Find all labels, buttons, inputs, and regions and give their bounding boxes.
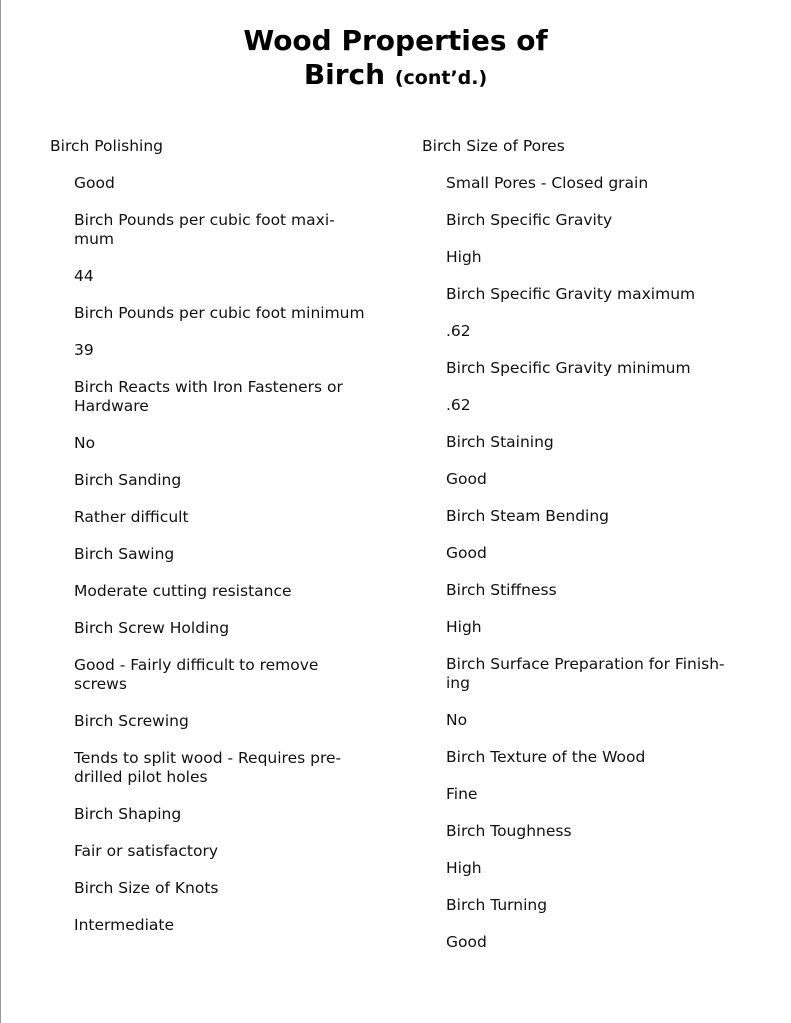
title-continued: (cont’d.) [394, 67, 488, 89]
left-entry: No [74, 434, 96, 452]
right-entry: Birch Specific Gravity minimum [446, 359, 691, 377]
left-entry: 39 [74, 341, 94, 359]
right-entry: Birch Specific Gravity [446, 211, 613, 229]
left-entry: Intermediate [74, 916, 175, 934]
left-entry: Fair or satisfactory [74, 842, 218, 860]
right-entry: .62 [446, 322, 471, 340]
right-entry: Birch Turning [446, 896, 548, 914]
title-wood-name: Birch [303, 58, 386, 91]
right-entry: No [446, 711, 468, 729]
left-entry: Birch Pounds per cubic foot maxi- mum [74, 211, 335, 248]
left-entry: Moderate cutting resistance [74, 582, 292, 600]
left-entry: Good [74, 174, 115, 192]
right-entry: High [446, 859, 482, 877]
right-entry: Good [446, 470, 487, 488]
right-entry: Good [446, 544, 487, 562]
left-column-heading: Birch Polishing [50, 137, 164, 155]
right-entry: Birch Stiffness [446, 581, 557, 599]
left-entry: Tends to split wood - Requires pre- drilled pilot holes [74, 749, 342, 786]
left-entry: Birch Screw Holding [74, 619, 230, 637]
title-line-2 [0, 58, 791, 95]
page-left-border [0, 0, 1, 1023]
right-entry: High [446, 248, 482, 266]
left-column-entries [50, 174, 380, 935]
left-entry: Birch Sanding [74, 471, 182, 489]
right-entry: High [446, 618, 482, 636]
left-entry: Birch Screwing [74, 712, 189, 730]
left-entry: Birch Size of Knots [74, 879, 219, 897]
left-entry: Good - Fairly difficult to remove screws [74, 656, 319, 693]
left-column [50, 137, 380, 953]
right-column-entries [422, 174, 752, 952]
left-entry: Birch Pounds per cubic foot minimum [74, 304, 365, 322]
right-entry: Birch Surface Preparation for Finish- ing [446, 655, 725, 692]
left-entry: Birch Sawing [74, 545, 175, 563]
right-column [422, 137, 752, 970]
right-entry: Small Pores - Closed grain [446, 174, 649, 192]
right-entry: .62 [446, 396, 471, 414]
title-line-1: Wood Properties of [243, 24, 548, 57]
page-title [0, 24, 791, 95]
right-entry: Birch Texture of the Wood [446, 748, 646, 766]
left-entry: Birch Reacts with Iron Fasteners or Hardware [74, 378, 343, 415]
left-entry: Rather difficult [74, 508, 189, 526]
right-entry: Birch Steam Bending [446, 507, 610, 525]
right-entry: Birch Staining [446, 433, 554, 451]
left-entry: Birch Shaping [74, 805, 182, 823]
right-column-heading: Birch Size of Pores [422, 137, 565, 155]
right-entry: Fine [446, 785, 478, 803]
right-entry: Birch Toughness [446, 822, 572, 840]
right-entry: Good [446, 933, 487, 951]
left-entry: 44 [74, 267, 94, 285]
right-entry: Birch Specific Gravity maximum [446, 285, 696, 303]
